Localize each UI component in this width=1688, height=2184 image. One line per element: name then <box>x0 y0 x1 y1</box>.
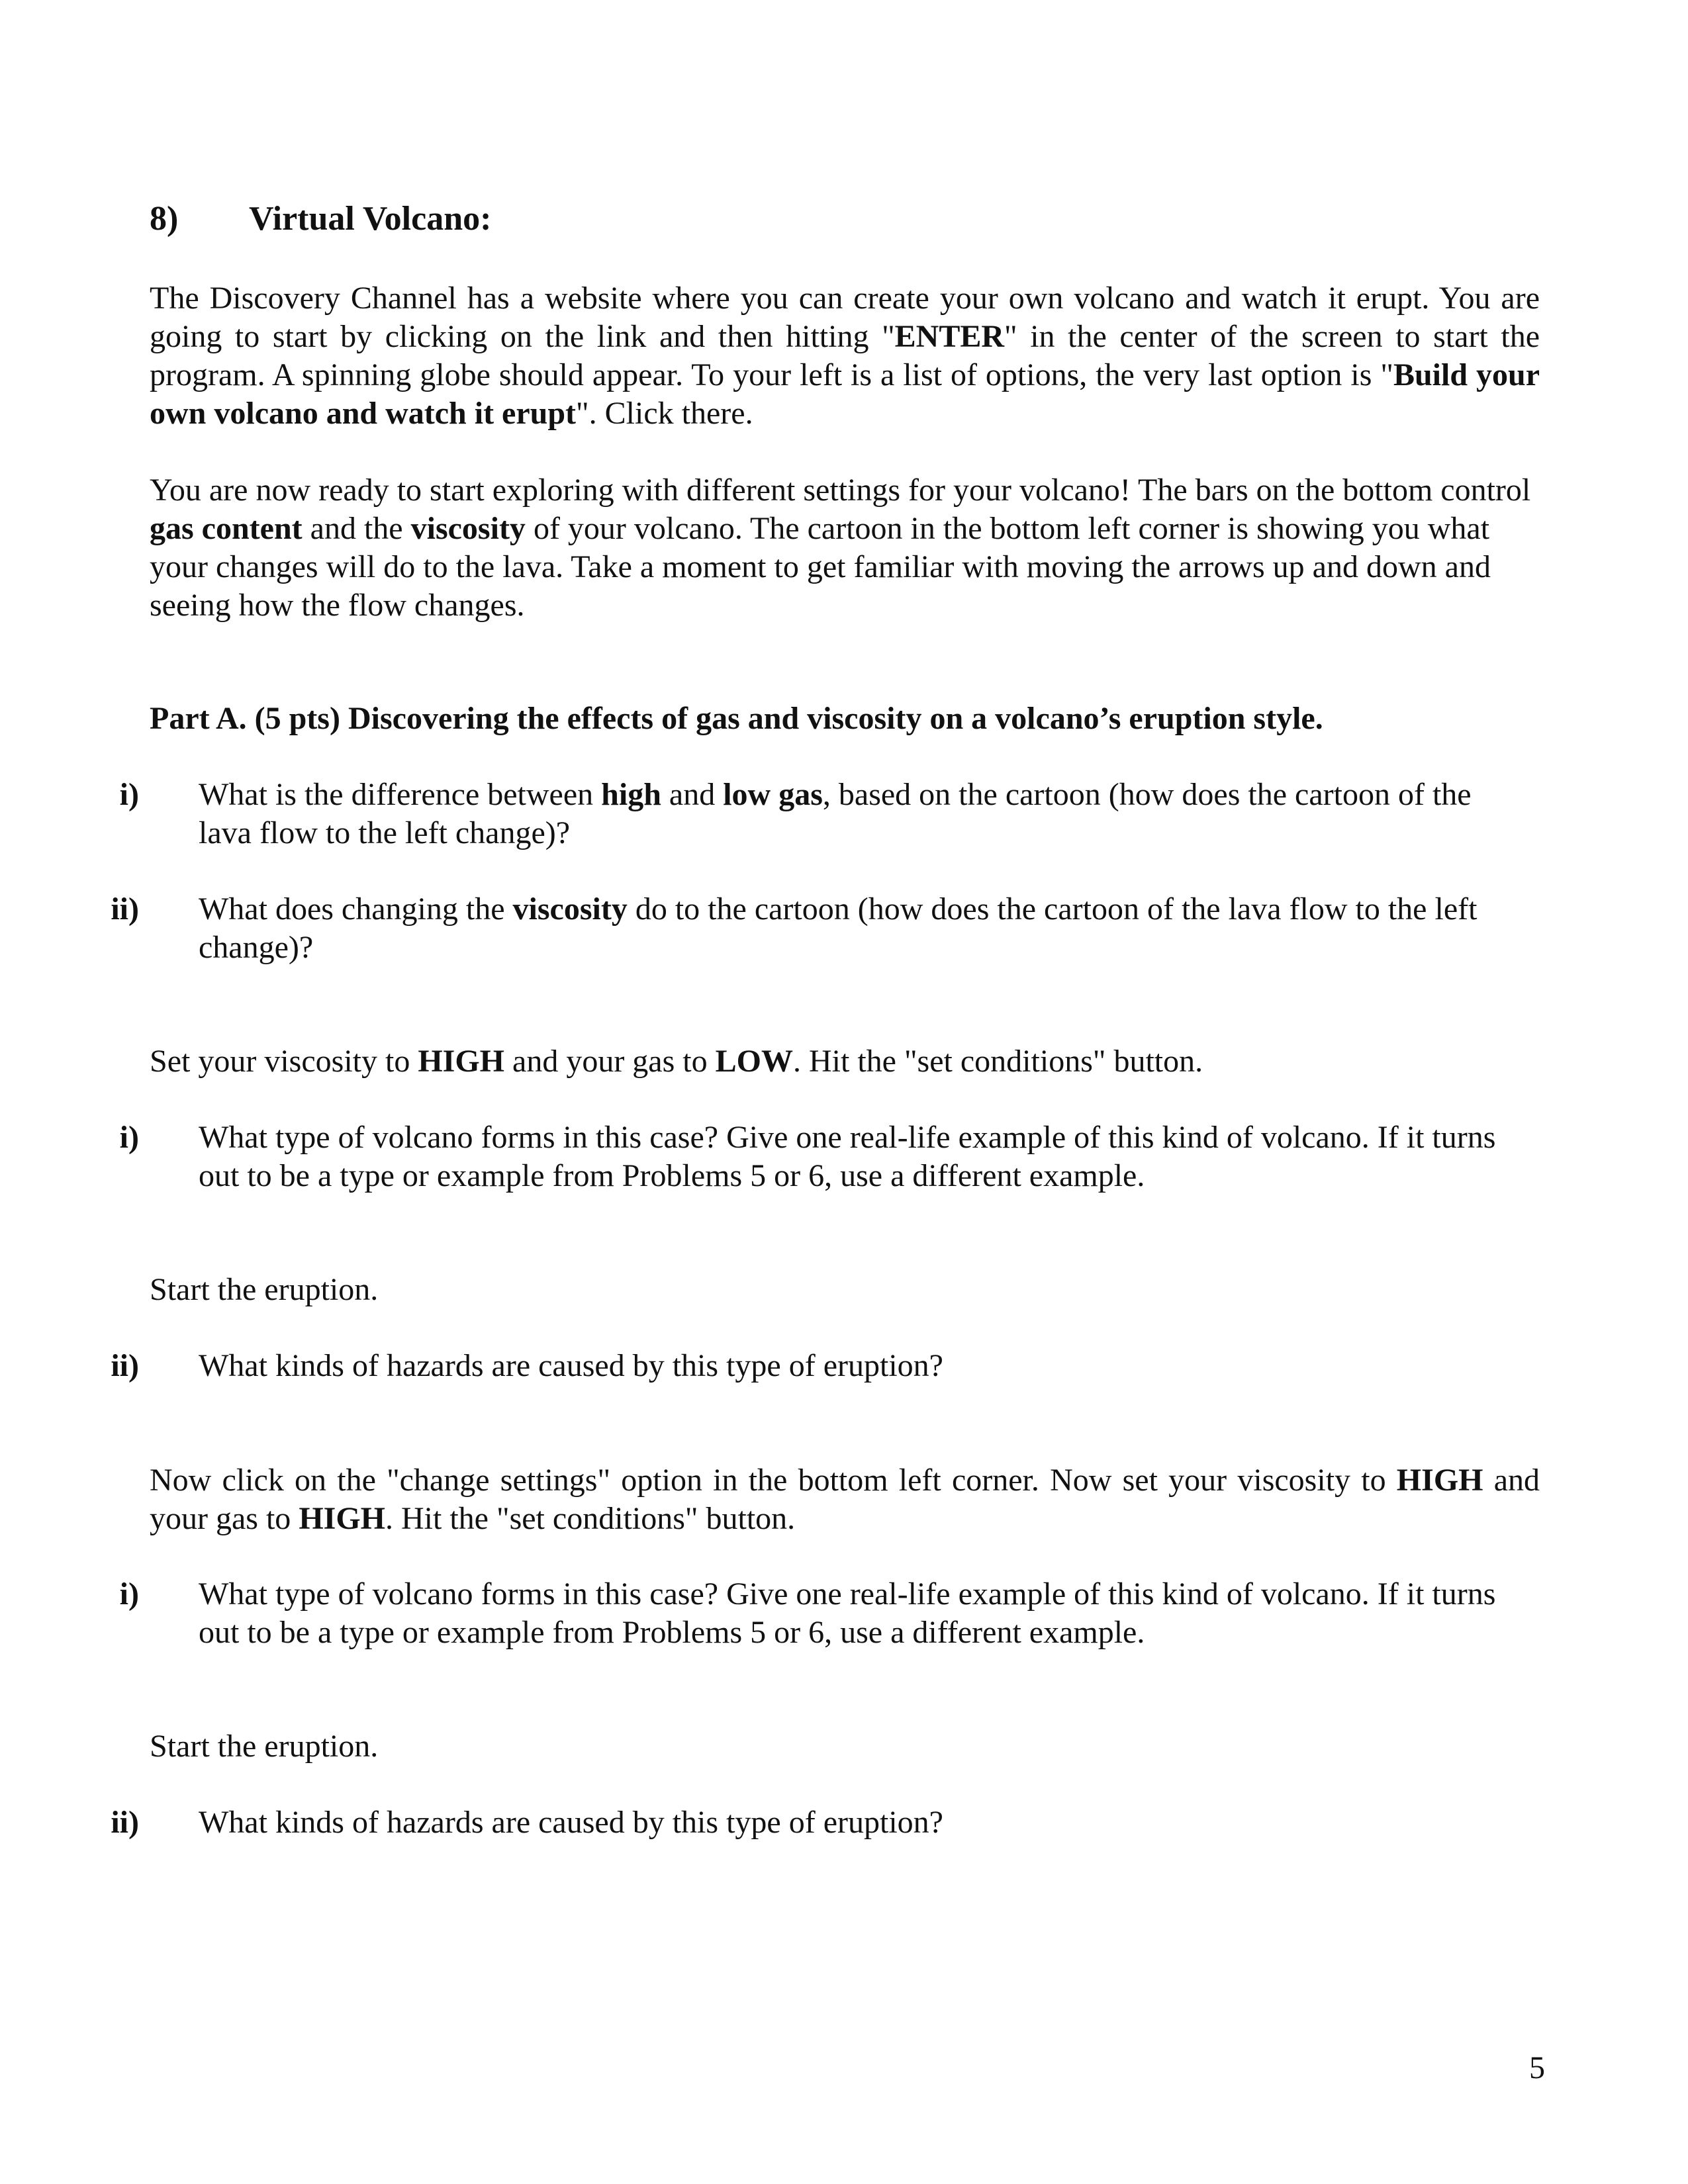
explore-bold-gas: gas content <box>150 511 303 546</box>
section-number: 8) <box>150 200 179 238</box>
question-text: What type of volcano forms in this case? Give one real-life example of this kind of volcano. If it turns out to be a type or example from Problems 5 or 6, use a different example. <box>199 1576 1496 1650</box>
low-gas-question-ii <box>111 1347 1521 1385</box>
set1-text-2: and your gas to <box>504 1044 716 1079</box>
set2-text-2: and your gas to <box>150 1463 1540 1536</box>
part-a-heading: Part A. (5 pts) Discovering the effects of gas and viscosity on a volcano’s eruption style. <box>150 701 1323 736</box>
set1-text-1: Set your viscosity to <box>150 1044 418 1079</box>
set1-bold-low: LOW <box>715 1044 793 1079</box>
question-text-1: What is the difference between <box>199 777 602 812</box>
question-label: ii) <box>111 891 139 927</box>
question-text-2: and <box>661 777 724 812</box>
set2-text-1: Now click on the "change settings" option in the bottom left corner. Now set your viscosity to <box>150 1463 1397 1498</box>
high-gas-question-ii <box>111 1803 1521 1842</box>
explore-text-3: of your volcano. The cartoon in the bottom left corner is showing you what your changes will do to the lava. Take a moment to get familiar with moving the arrows up and down and seeing how the flow changes. <box>150 511 1491 623</box>
question-text: What type of volcano forms in this case? Give one real-life example of this kind of volcano. If it turns out to be a type or example from Problems 5 or 6, use a different example. <box>199 1120 1496 1193</box>
set-conditions-1 <box>150 1042 1540 1081</box>
set2-text-3: . Hit the "set conditions" button. <box>385 1501 796 1536</box>
section-title: Virtual Volcano: <box>249 200 492 238</box>
question-text-1: What does changing the <box>199 891 513 927</box>
start-eruption-1: Start the eruption. <box>150 1272 379 1307</box>
question-text: What kinds of hazards are caused by this type of eruption? <box>199 1348 943 1383</box>
question-label: i) <box>119 1576 139 1612</box>
question-bold-high: high <box>601 777 661 812</box>
section-heading <box>150 200 1143 241</box>
set2-bold-high-viscosity: HIGH <box>1396 1463 1483 1498</box>
question-text-2: do to the cartoon (how does the cartoon of the lava flow to the left change)? <box>199 891 1477 965</box>
intro-text-2: " in the center of the screen to start the program. A spinning globe should appear. To your left is a list of options, the very last option is " <box>150 319 1540 392</box>
question-text-3: , based on the cartoon (how does the cartoon of the lava flow to the left change)? <box>199 777 1472 850</box>
question-bold-viscosity: viscosity <box>512 891 628 927</box>
question-label: ii) <box>111 1348 139 1383</box>
intro-paragraph <box>150 279 1540 433</box>
question-bold-low-gas: low gas <box>723 777 823 812</box>
explore-text-1: You are now ready to start exploring with different settings for your volcano! The bars on the bottom control <box>150 473 1531 508</box>
low-gas-question-i <box>119 1118 1521 1195</box>
set1-bold-high: HIGH <box>418 1044 505 1079</box>
intro-bold-build: Build your own volcano and watch it erupt <box>150 357 1540 431</box>
question-text: What kinds of hazards are caused by this type of eruption? <box>199 1805 943 1840</box>
intro-text-1: The Discovery Channel has a website where you can create your own volcano and watch it erupt. You are going to start by clicking on the link and then hitting " <box>150 281 1540 354</box>
high-gas-question-i <box>119 1575 1521 1652</box>
page-number: 5 <box>1529 2050 1545 2085</box>
set1-text-3: . Hit the "set conditions" button. <box>792 1044 1203 1079</box>
intro-bold-enter: ENTER <box>894 319 1005 354</box>
question-label: ii) <box>111 1805 139 1840</box>
start-eruption-2: Start the eruption. <box>150 1729 379 1764</box>
intro-text-3: ". Click there. <box>576 396 753 431</box>
part-a-question-ii <box>111 890 1521 967</box>
part-a-question-i <box>119 776 1521 852</box>
question-label: i) <box>119 777 139 812</box>
explore-paragraph <box>150 471 1540 625</box>
set-conditions-2 <box>150 1461 1540 1538</box>
explore-bold-viscosity: viscosity <box>410 511 526 546</box>
explore-text-2: and the <box>302 511 411 546</box>
set2-bold-high-gas: HIGH <box>299 1501 385 1536</box>
question-label: i) <box>119 1120 139 1155</box>
